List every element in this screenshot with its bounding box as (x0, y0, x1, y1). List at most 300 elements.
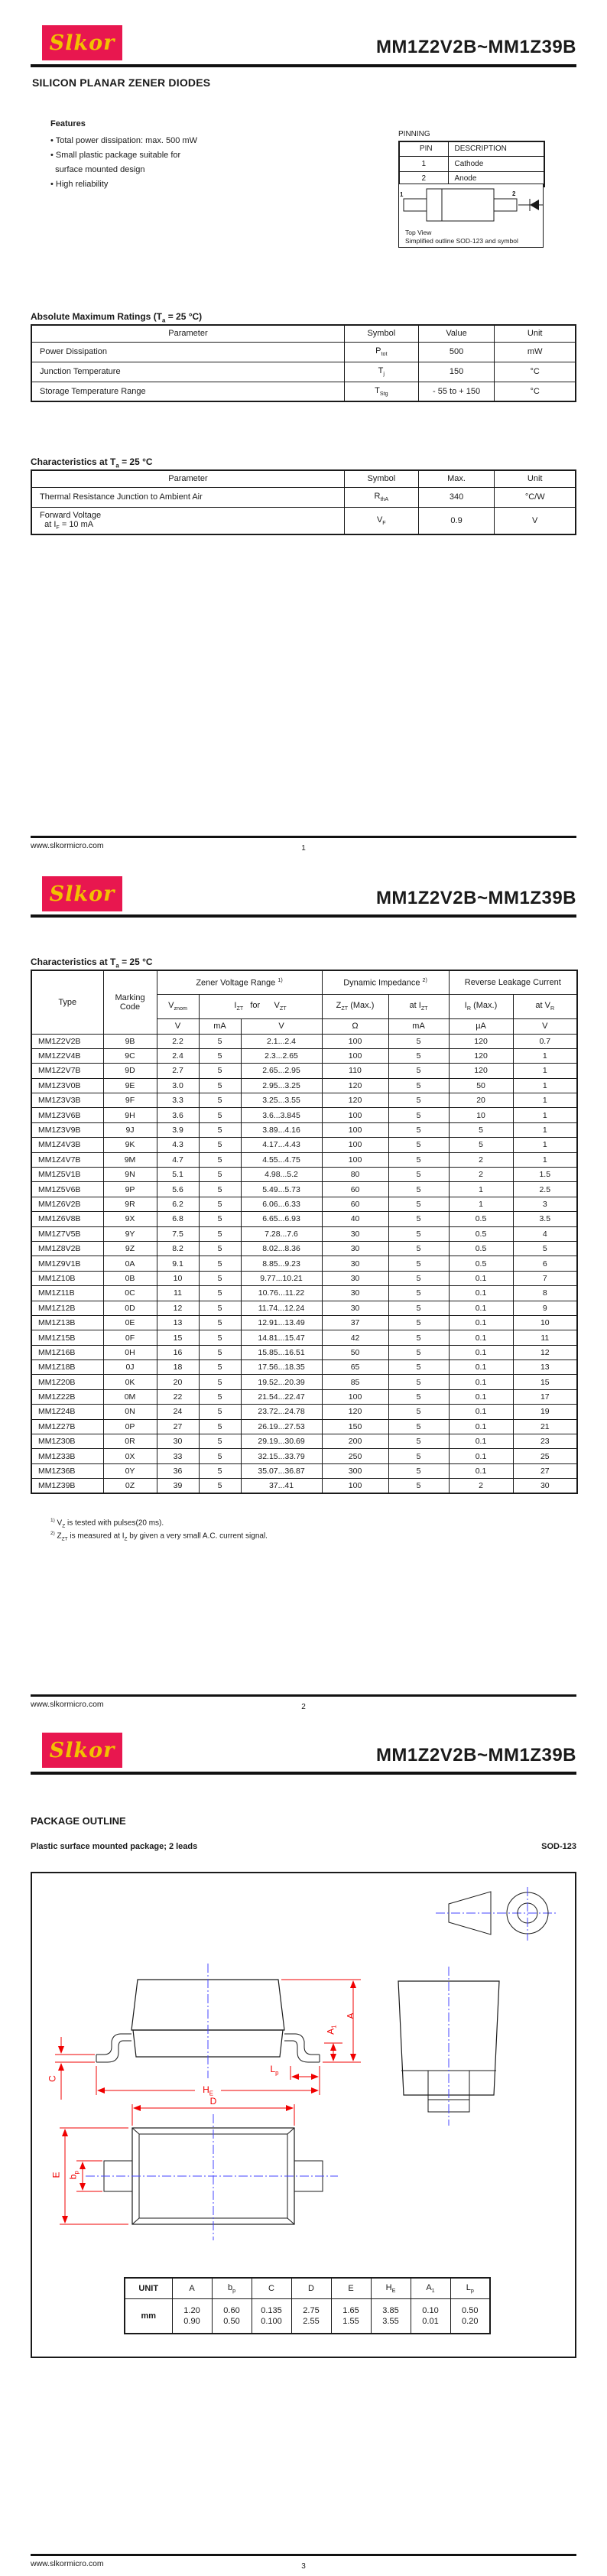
table-cell: 5 (199, 1360, 241, 1375)
column-header-at-vr: at $V_R$ (513, 994, 577, 1018)
table-cell: 11 (157, 1286, 199, 1301)
table-row (31, 1463, 577, 1478)
section-title: SILICON PLANAR ZENER DIODES (32, 76, 211, 89)
table-cell: 20 (449, 1093, 513, 1108)
unit-ma: mA (388, 1018, 449, 1034)
dim-label-a: A (345, 2012, 356, 2019)
table-cell: 2 (449, 1168, 513, 1182)
table-cell: 5 (199, 1122, 241, 1137)
table-cell: 100 (322, 1152, 388, 1167)
table-cell: 0Y (103, 1463, 157, 1478)
table-cell: 12.91...13.49 (241, 1315, 322, 1330)
table-row (31, 1405, 577, 1419)
table-cell: 5.1 (157, 1168, 199, 1182)
table-cell: 5 (388, 1093, 449, 1108)
package-outline-drawing-frame (31, 1872, 576, 2358)
table-cell: Thermal Resistance Junction to Ambient Air (31, 487, 344, 507)
table-row (31, 1138, 577, 1152)
unit-ua: µA (449, 1018, 513, 1034)
column-header-type: Type (31, 970, 103, 1034)
table-row (31, 1315, 577, 1330)
table-cell: 2.95...3.25 (241, 1078, 322, 1093)
table-cell: 5 (199, 1256, 241, 1271)
table-cell: MM1Z18B (31, 1360, 103, 1375)
table-cell: 5 (388, 1479, 449, 1493)
unit-v: V (157, 1018, 199, 1034)
table-cell: 42 (322, 1330, 388, 1345)
table-cell: 100 (322, 1138, 388, 1152)
column-header-a1: $A_1$ (411, 2278, 450, 2298)
table-row (31, 1389, 577, 1404)
table-cell: 5 (199, 1226, 241, 1241)
table-cell: 5 (388, 1286, 449, 1301)
page-3 (0, 1717, 607, 2576)
table-cell: 5 (388, 1345, 449, 1359)
table-cell: 5 (388, 1375, 449, 1389)
table-cell: 120 (449, 1064, 513, 1078)
table-cell: 0.1 (449, 1345, 513, 1359)
table-cell: MM1Z7V5B (31, 1226, 103, 1241)
table-cell: mm (125, 2298, 172, 2334)
table-row (125, 2298, 490, 2334)
page-number: 3 (301, 2562, 306, 2571)
table-cell: MM1Z3V0B (31, 1078, 103, 1093)
table-cell: 5 (199, 1034, 241, 1048)
column-header-unit: Unit (495, 470, 576, 487)
table-header-row (31, 970, 577, 994)
table-cell: 0.1 (449, 1360, 513, 1375)
table-cell: MM1Z22B (31, 1389, 103, 1404)
table-cell: 19 (513, 1405, 577, 1419)
table-cell: 3.6 (157, 1108, 199, 1122)
table-cell: 1 (513, 1048, 577, 1063)
table-cell: 9C (103, 1048, 157, 1063)
table-cell: 100 (322, 1122, 388, 1137)
column-header-bp: $b_p$ (212, 2278, 252, 2298)
table-cell: 5 (199, 1315, 241, 1330)
table-cell: 1 (513, 1122, 577, 1137)
table-cell: 36 (157, 1463, 199, 1478)
table-cell: 3.9 (157, 1122, 199, 1137)
table-cell: 14.81...15.47 (241, 1330, 322, 1345)
table-cell: MM1Z5V6B (31, 1182, 103, 1197)
table-cell: 5 (199, 1419, 241, 1434)
table-cell: MM1Z5V1B (31, 1168, 103, 1182)
table-row (31, 1108, 577, 1122)
table-cell: 5 (388, 1315, 449, 1330)
table-cell: 5 (388, 1138, 449, 1152)
table-cell: 5 (513, 1241, 577, 1256)
table-cell: 0.1 (449, 1271, 513, 1285)
table-cell: 2 (399, 171, 448, 187)
table-cell: 3.85 3.55 (371, 2298, 411, 2334)
table-cell: 25 (513, 1449, 577, 1463)
table-cell: 4.55...4.75 (241, 1152, 322, 1167)
table-cell: 0K (103, 1375, 157, 1389)
table-cell: 9B (103, 1034, 157, 1048)
table-row (31, 1449, 577, 1463)
table-cell: 0.1 (449, 1330, 513, 1345)
column-header-value: Value (418, 325, 495, 342)
table-cell: 8.2 (157, 1241, 199, 1256)
table-cell: V (495, 507, 576, 534)
table-cell: MM1Z20B (31, 1375, 103, 1389)
outline-caption-2: Simplified outline SOD-123 and symbol (405, 237, 518, 245)
table-cell: 17 (513, 1389, 577, 1404)
part-number-title: MM1Z2V2B~MM1Z39B (375, 888, 576, 908)
table-cell: 0.60 0.50 (212, 2298, 252, 2334)
table-cell: 9E (103, 1078, 157, 1093)
table-cell: 1 (399, 156, 448, 171)
table-cell: 10 (513, 1315, 577, 1330)
column-header-unit: Unit (495, 325, 576, 342)
table-cell: 17.56...18.35 (241, 1360, 322, 1375)
column-header-e: E (331, 2278, 371, 2298)
table-cell: - 55 to + 150 (418, 382, 495, 401)
table-cell: 6.06...6.33 (241, 1197, 322, 1211)
table-cell: MM1Z15B (31, 1330, 103, 1345)
table-row (31, 1152, 577, 1167)
group-header-reverse-leakage: Reverse Leakage Current (449, 970, 577, 994)
table-cell: 3.6...3.845 (241, 1108, 322, 1122)
package-body (427, 189, 494, 221)
table-cell: 5 (388, 1122, 449, 1137)
table-cell: 120 (322, 1078, 388, 1093)
table-cell: 3.0 (157, 1078, 199, 1093)
table-cell: 13 (157, 1315, 199, 1330)
table-cell: 1.5 (513, 1168, 577, 1182)
table-cell: 0.1 (449, 1389, 513, 1404)
brand-logo (42, 1733, 122, 1768)
table-cell: 0.5 (449, 1256, 513, 1271)
unit-ohm: Ω (322, 1018, 388, 1034)
table-row (31, 1182, 577, 1197)
table-cell: 18 (157, 1360, 199, 1375)
pinning-table (398, 141, 545, 187)
package-name: SOD-123 (541, 1842, 576, 1851)
footer-website: www.slkormicro.com (31, 841, 104, 850)
table-cell: 120 (449, 1034, 513, 1048)
pin-1-label: 1 (400, 191, 404, 198)
footer-rule (31, 1694, 576, 1697)
unit-v: V (513, 1018, 577, 1034)
table-cell: 150 (418, 362, 495, 382)
table-cell: MM1Z2V7B (31, 1064, 103, 1078)
table-cell: 2.65...2.95 (241, 1064, 322, 1078)
abs-max-heading: Absolute Maximum Ratings ($T_a = 25$ °C) (31, 311, 203, 324)
table-cell: 10 (449, 1108, 513, 1122)
table-cell: 5 (388, 1330, 449, 1345)
table-cell: MM1Z4V3B (31, 1138, 103, 1152)
table-cell: 0P (103, 1419, 157, 1434)
table-cell: 9X (103, 1212, 157, 1226)
table-cell: 5 (199, 1301, 241, 1315)
table-cell: 5 (388, 1241, 449, 1256)
table-cell: $R_{thA}$ (344, 487, 418, 507)
table-cell: 110 (322, 1064, 388, 1078)
table-header-row (125, 2278, 490, 2298)
table-cell: 12 (157, 1301, 199, 1315)
table-cell: 0H (103, 1345, 157, 1359)
table-row (31, 1271, 577, 1285)
table-cell: 9Y (103, 1226, 157, 1241)
table-cell: 5 (388, 1197, 449, 1211)
column-header-d: D (291, 2278, 331, 2298)
table-cell: 0Z (103, 1479, 157, 1493)
lead-1 (404, 199, 427, 211)
table-cell: MM1Z6V8B (31, 1212, 103, 1226)
feature-item: surface mounted design (50, 165, 145, 174)
table-cell: 3.3 (157, 1093, 199, 1108)
column-header-symbol: Symbol (344, 325, 418, 342)
table-cell: 9P (103, 1182, 157, 1197)
table-cell: MM1Z16B (31, 1345, 103, 1359)
table-cell: 1 (513, 1078, 577, 1093)
unit-v: V (241, 1018, 322, 1034)
table-cell: 200 (322, 1434, 388, 1449)
table-row (31, 1241, 577, 1256)
table-cell: 0.1 (449, 1463, 513, 1478)
table-row (31, 1048, 577, 1063)
table-cell: 21 (513, 1419, 577, 1434)
table-row (31, 382, 576, 401)
table-cell: MM1Z36B (31, 1463, 103, 1478)
table-cell: 12 (513, 1345, 577, 1359)
pinning-heading: PINNING (398, 130, 430, 138)
table-cell: 7 (513, 1271, 577, 1285)
table-cell: 100 (322, 1034, 388, 1048)
brand-logo-text: Slkor (49, 31, 115, 55)
table-cell: °C/W (495, 487, 576, 507)
package-end-view (398, 1967, 499, 2126)
dim-label-c: C (47, 2075, 58, 2082)
table-cell: 120 (322, 1405, 388, 1419)
table-cell: 0R (103, 1434, 157, 1449)
footnote-1: $^{1)}$ $V_Z$ is tested with pulses(20 ms). (50, 1518, 164, 1529)
column-header-a: A (172, 2278, 212, 2298)
table-cell: MM1Z3V9B (31, 1122, 103, 1137)
table-header-row (31, 325, 576, 342)
table-cell: 5 (449, 1122, 513, 1137)
zener-diode-symbol-icon (518, 199, 543, 211)
table-row (31, 1286, 577, 1301)
page-number: 2 (301, 1703, 306, 1711)
table-cell: 0D (103, 1301, 157, 1315)
table-cell: 7.28...7.6 (241, 1226, 322, 1241)
column-header-vznom: $V_{znom}$ (157, 994, 199, 1018)
table-cell: 5 (388, 1064, 449, 1078)
table-header-row (399, 141, 544, 156)
brand-logo (42, 25, 122, 60)
table-cell: 0.1 (449, 1315, 513, 1330)
table-cell: 5 (388, 1048, 449, 1063)
table-cell: 26.19...27.53 (241, 1419, 322, 1434)
table-cell: 5 (199, 1241, 241, 1256)
table-row (31, 1212, 577, 1226)
column-header-ir-max: $I_R$ (Max.) (449, 994, 513, 1018)
table-cell: 5 (199, 1375, 241, 1389)
table-cell: 60 (322, 1197, 388, 1211)
table-cell: 50 (449, 1078, 513, 1093)
table-cell: 30 (322, 1226, 388, 1241)
table-cell: 3.25...3.55 (241, 1093, 322, 1108)
part-number-title: MM1Z2V2B~MM1Z39B (375, 1745, 576, 1766)
table-row (31, 1226, 577, 1241)
table-cell: 19.52...20.39 (241, 1375, 322, 1389)
page-1 (0, 0, 607, 859)
table-cell: MM1Z2V2B (31, 1034, 103, 1048)
table-cell: 9.1 (157, 1256, 199, 1271)
table-cell: 9 (513, 1301, 577, 1315)
header-rule (31, 1772, 576, 1775)
column-header-izt-for-vzt: $I_{ZT}$ for $V_{ZT}$ (199, 994, 322, 1018)
table-cell: 2 (449, 1152, 513, 1167)
table-cell: $V_F$ (344, 507, 418, 534)
table-cell: 0E (103, 1315, 157, 1330)
table-cell: 5 (388, 1271, 449, 1285)
abs-max-table (31, 324, 576, 402)
table-cell: 30 (322, 1256, 388, 1271)
table-cell: 11.74...12.24 (241, 1301, 322, 1315)
package-side-view (55, 1964, 361, 2100)
table-cell: 5 (388, 1168, 449, 1182)
table-cell: 30 (513, 1479, 577, 1493)
cathode-band (427, 189, 442, 221)
table-cell: 5 (388, 1152, 449, 1167)
column-header-symbol: Symbol (344, 470, 418, 487)
table-cell: 150 (322, 1419, 388, 1434)
table-cell: Junction Temperature (31, 362, 344, 382)
table-cell: 27 (513, 1463, 577, 1478)
table-cell: 5 (388, 1078, 449, 1093)
table-cell: 15 (513, 1375, 577, 1389)
table-cell: 1 (513, 1138, 577, 1152)
characteristics-heading: Characteristics at $T_a = 25$ °C (31, 456, 153, 469)
table-cell: 29.19...30.69 (241, 1434, 322, 1449)
table-cell: 2.5 (513, 1182, 577, 1197)
table-cell: 5 (449, 1138, 513, 1152)
table-cell: 100 (322, 1389, 388, 1404)
table-cell: 35.07...36.87 (241, 1463, 322, 1478)
table-cell: 4 (513, 1226, 577, 1241)
table-cell: 24 (157, 1405, 199, 1419)
table-cell: 37...41 (241, 1479, 322, 1493)
table-cell: 5 (388, 1360, 449, 1375)
table-cell: 5 (199, 1345, 241, 1359)
column-header-lp: $L_p$ (450, 2278, 490, 2298)
electrical-characteristics-table (31, 970, 578, 1494)
table-cell: 5 (199, 1271, 241, 1285)
table-cell: MM1Z24B (31, 1405, 103, 1419)
table-cell: 100 (322, 1479, 388, 1493)
table-cell: 0J (103, 1360, 157, 1375)
table-cell: 5 (199, 1405, 241, 1419)
table-cell: MM1Z12B (31, 1301, 103, 1315)
table-cell: MM1Z3V3B (31, 1093, 103, 1108)
table-cell: $P_{tot}$ (344, 342, 418, 362)
table-cell: 1 (513, 1152, 577, 1167)
table-cell: 5 (388, 1256, 449, 1271)
table-cell: 65 (322, 1360, 388, 1375)
table-cell: 1 (513, 1108, 577, 1122)
features-heading: Features (50, 119, 86, 128)
table-cell: 0B (103, 1271, 157, 1285)
table-cell: 100 (322, 1108, 388, 1122)
lead-2 (494, 199, 517, 211)
table-row (31, 1434, 577, 1449)
table-cell: 37 (322, 1315, 388, 1330)
brand-logo-text: Slkor (49, 882, 115, 906)
table-cell: 0N (103, 1405, 157, 1419)
table-row (31, 1345, 577, 1359)
table-cell: 0.1 (449, 1301, 513, 1315)
table-cell: 5 (199, 1463, 241, 1478)
table-cell: 5 (388, 1108, 449, 1122)
table-cell: 0M (103, 1389, 157, 1404)
table-cell: 23.72...24.78 (241, 1405, 322, 1419)
table-row (31, 1330, 577, 1345)
table-cell: 0.1 (449, 1286, 513, 1301)
dim-label-a1: $A_1$ (325, 2025, 338, 2035)
table-cell: MM1Z6V2B (31, 1197, 103, 1211)
dim-label-lp: $L_p$ (270, 2064, 279, 2077)
table-cell: 0.5 (449, 1226, 513, 1241)
table-cell: 22 (157, 1389, 199, 1404)
table-cell: 5 (199, 1197, 241, 1211)
part-number-title: MM1Z2V2B~MM1Z39B (375, 37, 576, 57)
table-cell: 0.1 (449, 1375, 513, 1389)
table-cell: 60 (322, 1182, 388, 1197)
table-cell: 33 (157, 1449, 199, 1463)
table-row (31, 1375, 577, 1389)
footer-website: www.slkormicro.com (31, 1700, 104, 1709)
table-cell: 5 (388, 1434, 449, 1449)
table-cell: MM1Z39B (31, 1479, 103, 1493)
table-cell: 5 (199, 1449, 241, 1463)
table-cell: 10 (157, 1271, 199, 1285)
table-cell: 5 (199, 1182, 241, 1197)
table-cell: Forward Voltage at $I_F = 10$ mA (31, 507, 344, 534)
table-cell: 30 (322, 1271, 388, 1285)
table-cell: 1.65 1.55 (331, 2298, 371, 2334)
characteristics-heading: Characteristics at $T_a = 25$ °C (31, 957, 153, 970)
group-header-zener-voltage-range: Zener Voltage Range $^{1)}$ (157, 970, 322, 994)
table-cell: 2.75 2.55 (291, 2298, 331, 2334)
table-cell: 5 (199, 1078, 241, 1093)
table-cell: 30 (322, 1301, 388, 1315)
table-cell: 5 (199, 1434, 241, 1449)
column-header-parameter: Parameter (31, 470, 344, 487)
page-number: 1 (301, 844, 306, 853)
table-cell: MM1Z30B (31, 1434, 103, 1449)
table-cell: 9N (103, 1168, 157, 1182)
table-cell: 6.8 (157, 1212, 199, 1226)
table-row (31, 1479, 577, 1493)
table-cell: 0A (103, 1256, 157, 1271)
table-cell: 3.5 (513, 1212, 577, 1226)
table-cell: 16 (157, 1345, 199, 1359)
table-cell: 0.1 (449, 1434, 513, 1449)
table-cell: 85 (322, 1375, 388, 1389)
table-cell: 6.65...6.93 (241, 1212, 322, 1226)
table-cell: 5 (199, 1108, 241, 1122)
table-cell: 11 (513, 1330, 577, 1345)
table-cell: 5 (388, 1182, 449, 1197)
table-cell: 30 (322, 1241, 388, 1256)
table-cell: 5 (388, 1212, 449, 1226)
table-cell: 9F (103, 1093, 157, 1108)
table-cell: 100 (322, 1048, 388, 1063)
